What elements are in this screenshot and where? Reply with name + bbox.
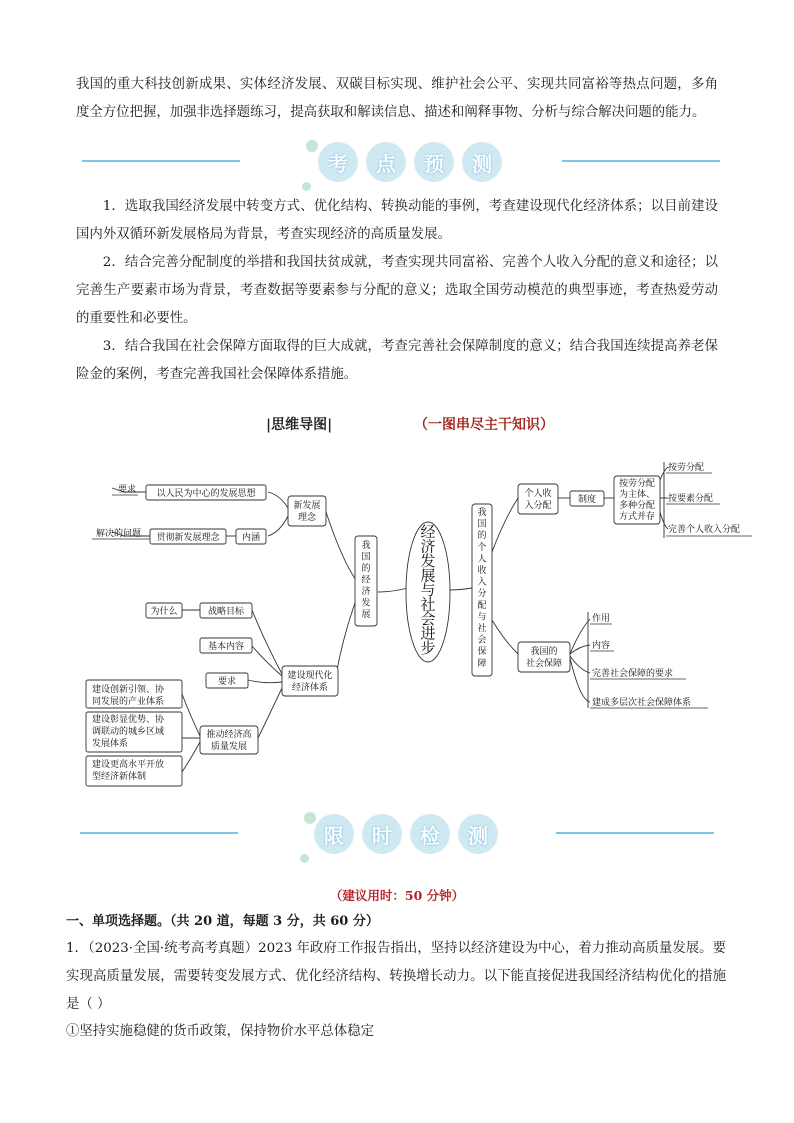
vertical-char: 保: [477, 647, 487, 658]
role-text: 作用: [592, 614, 611, 624]
banner-char: 限: [314, 814, 354, 854]
intro-paragraph: 我国的重大科技创新成果、实体经济发展、双碳目标实现、维护社会公平、实现共同富裕等热点问题，多角度全方位把握，加强非选择题练习，提高获取和解读信息、描述和阐释事物、分析与综合解决问题的能力。: [76, 77, 718, 120]
vertical-char: 会: [420, 610, 436, 628]
banner-left-line: [80, 832, 238, 834]
vertical-char: 社: [477, 624, 487, 634]
new-concept-text: 理念: [297, 513, 317, 523]
prediction-1: 1．选取我国经济发展中转变方式、优化结构、转换动能的事例，考查建设现代化经济体系；以目前建设国内外双循环新发展格局为背景，考查实现经济的高质量发展。: [76, 199, 718, 242]
labor-text: 多种分配: [618, 501, 656, 511]
security-text: 我国的: [530, 647, 558, 657]
banner-right-line: [562, 160, 720, 162]
yaoqiu2-text: 要求: [217, 677, 237, 687]
vertical-char: 经: [361, 575, 371, 586]
labor-text: 为主体、: [618, 490, 656, 500]
center-vertical-text: [420, 523, 435, 657]
banner-xianshi-jiance: [0, 812, 794, 876]
mind-map: [0, 450, 794, 810]
promote-text: 推动经济高: [206, 730, 252, 740]
banner-char: 预: [414, 142, 454, 182]
leaf-text: 型经济新体制: [92, 772, 147, 782]
vertical-char: 的: [361, 564, 371, 574]
mindmap-subtitle: （一图串尽主干知识）: [414, 417, 554, 433]
question-1-stem: 1．（2023·全国·统考高考真题）2023 年政府工作报告指出，坚持以经济建设为中心，着力推动高质量发展。要实现高质量发展，需要转变发展方式、优化经济结构、转换增长动力。以下能直接促进我国经济结构优化的措施是（ ）: [66, 941, 726, 1012]
strategic-text: 战略目标: [207, 607, 245, 617]
right-branch-vertical-text: [477, 506, 486, 669]
leaf-text: 建设创新引领、协: [92, 685, 165, 695]
banner-char: 点: [366, 142, 406, 182]
by-factor-text: 按要素分配: [668, 494, 714, 504]
leaf-text: 调联动的城乡区域: [92, 727, 165, 737]
banner-dot: [306, 140, 318, 152]
improve-income-text: 完善个人收入分配: [668, 525, 741, 535]
people-center-text: 以人民为中心的发展思想: [156, 489, 256, 499]
system-text: 制度: [577, 495, 597, 505]
vertical-char: 进: [420, 624, 436, 643]
weishenme-text: 为什么: [150, 607, 178, 617]
basic-content-text: 基本内容: [207, 642, 245, 652]
banner-left-line: [82, 160, 240, 162]
vertical-char: 我: [477, 508, 487, 518]
modern-econ-text: 建设现代化: [287, 671, 333, 681]
prediction-3: 3．结合我国在社会保障方面取得的巨大成就，考查完善社会保障制度的意义；结合我国连续提高养老保险金的案例，考查完善我国社会保障体系措施。: [76, 339, 718, 382]
yaoqiu1-text: 要求: [118, 485, 137, 495]
labor-text: 按劳分配: [618, 479, 656, 489]
multi-level-text: 建成多层次社会保障体系: [592, 698, 692, 708]
vertical-char: 人: [477, 554, 487, 565]
banner-char: 时: [362, 814, 402, 854]
leaf-text: 发展体系: [92, 739, 129, 749]
income-text: 入分配: [524, 501, 552, 511]
vertical-char: 展: [361, 610, 371, 620]
vertical-char: 收: [477, 566, 487, 576]
vertical-char: 发: [361, 598, 371, 609]
vertical-char: 会: [477, 635, 487, 646]
vertical-char: 发: [420, 552, 436, 570]
guanche-text: 贯彻新发展理念: [156, 533, 220, 543]
vertical-char: 的: [477, 531, 487, 542]
vertical-char: 个: [477, 542, 487, 553]
time-hint: （建议用时：50 分钟）: [329, 888, 465, 903]
mindmap-title: |思维导图|: [266, 417, 333, 433]
vertical-char: 国: [361, 552, 371, 563]
banner-dot: [304, 812, 316, 824]
solve-text: 解决的问题: [96, 529, 142, 539]
question-1-option-1: ①坚持实施稳健的货币政策，保持物价水平总体稳定: [66, 1024, 374, 1039]
banner-right-line: [556, 832, 714, 834]
section-title: 一、单项选择题。（共 20 道，每题 3 分，共 60 分）: [66, 914, 379, 929]
banner-char: 测: [462, 142, 502, 182]
income-text: 个人收: [524, 489, 552, 499]
banner-char: 检: [410, 814, 450, 854]
new-concept-text: 新发展: [293, 501, 321, 511]
labor-text: 方式并存: [618, 512, 656, 522]
improve-req-text: 完善社会保障的要求: [592, 669, 674, 679]
banner-char: 考: [318, 142, 358, 182]
vertical-char: 展: [420, 566, 436, 585]
vertical-char: 入: [477, 577, 487, 588]
vertical-char: 步: [420, 639, 436, 657]
prediction-2: 2．结合完善分配制度的举措和我国扶贫成就，考查实现共同富裕、完善个人收入分配的意义和途径；以完善生产要素市场为背景，考查数据等要素参与分配的意义；选取全国劳动模范的典型事迹，考查热爱劳动的重要性和必要性。: [76, 255, 718, 326]
neihan-text: 内涵: [241, 533, 261, 543]
vertical-char: 社: [420, 595, 436, 614]
modern-econ-text: 经济体系: [291, 683, 329, 693]
leaf-text: 同发展的产业体系: [92, 697, 165, 707]
banner-char: 测: [458, 814, 498, 854]
by-labor-text: 按劳分配: [668, 463, 705, 473]
vertical-char: 与: [477, 612, 487, 623]
vertical-char: 我: [361, 541, 371, 551]
leaf-text: 建设更高水平开放: [92, 760, 165, 770]
promote-text: 质量发展: [210, 742, 248, 752]
vertical-char: 济: [420, 537, 436, 556]
vertical-char: 配: [477, 600, 487, 611]
vertical-char: 经: [420, 523, 436, 541]
vertical-char: 国: [477, 519, 487, 530]
vertical-char: 济: [361, 587, 371, 597]
banner-dot: [302, 182, 311, 191]
leaf-text: 建设彰显优势、协: [92, 715, 165, 725]
security-text: 社会保障: [525, 659, 563, 669]
vertical-char: 障: [477, 658, 487, 669]
banner-dot: [300, 854, 309, 863]
vertical-char: 分: [477, 589, 487, 600]
vertical-char: 与: [420, 581, 436, 599]
content-text: 内容: [592, 641, 611, 651]
